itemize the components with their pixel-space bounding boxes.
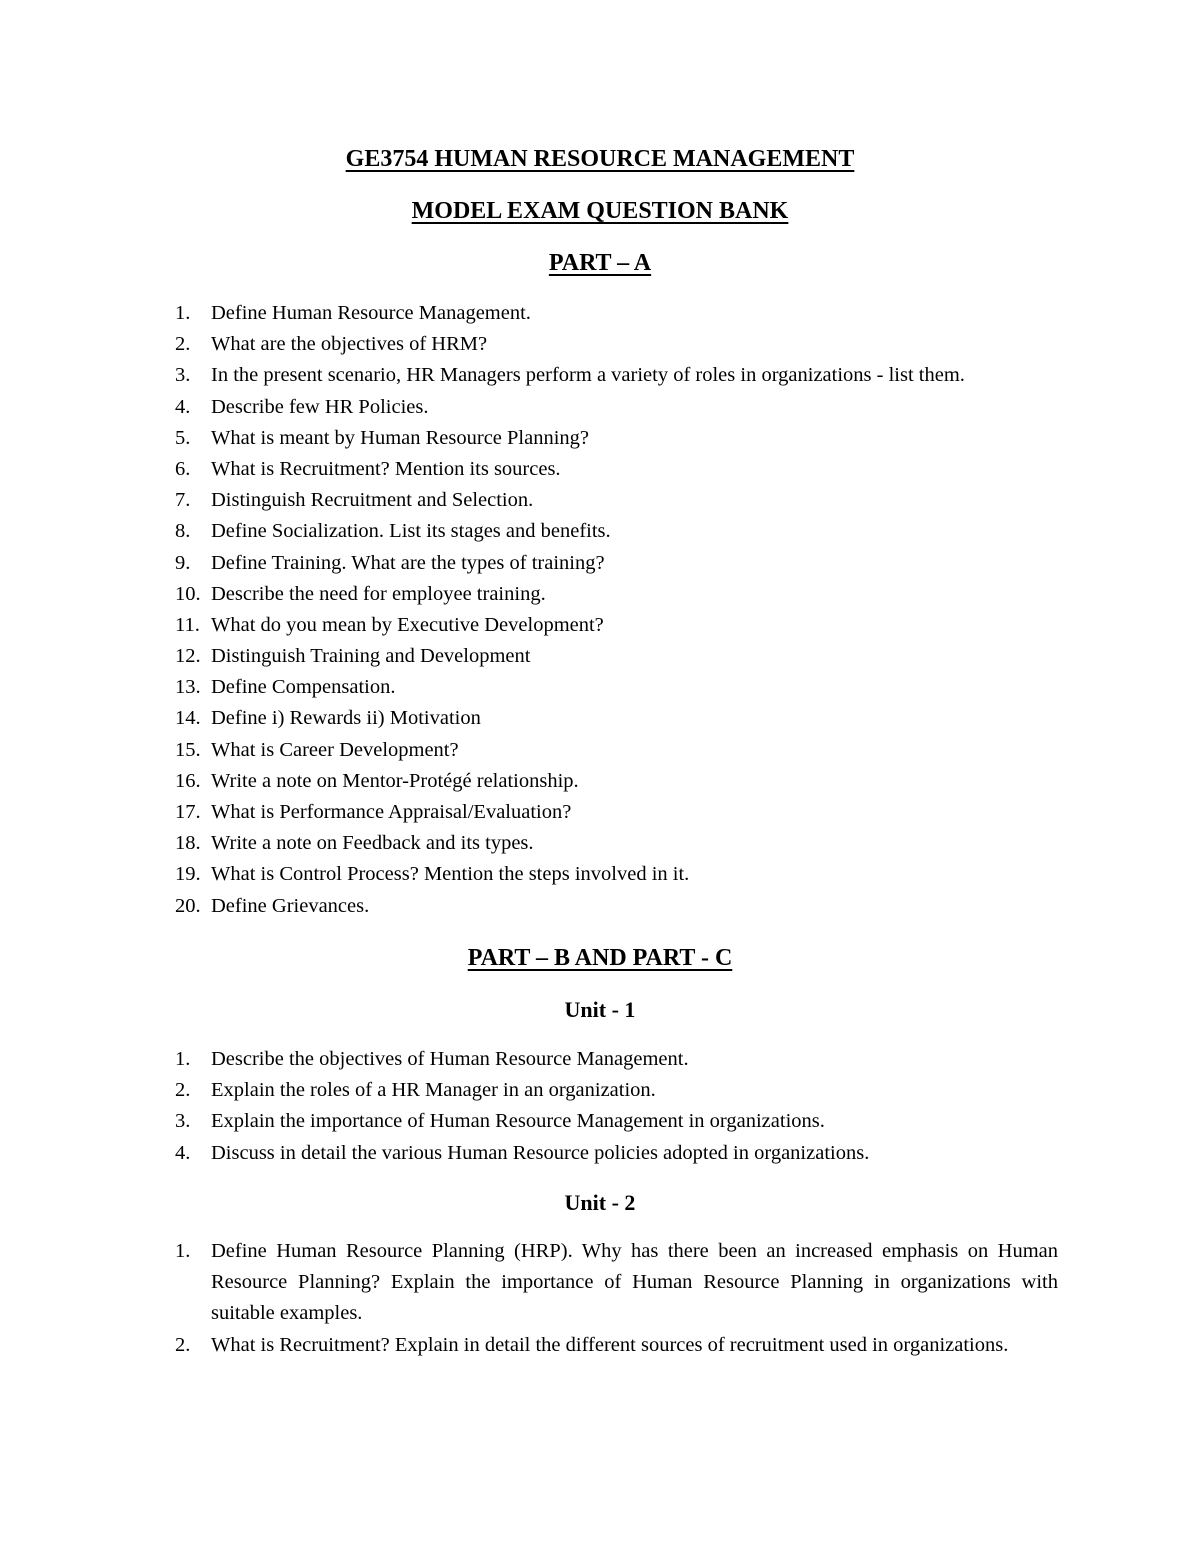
question-number: 4.: [175, 1141, 191, 1164]
question-number: 20.: [175, 894, 201, 917]
question-item: [0, 1138, 1200, 1169]
question-number: 1.: [175, 302, 191, 324]
question-item: [0, 516, 1200, 547]
question-number: 2.: [175, 1079, 191, 1102]
document-subtitle: [0, 196, 1200, 226]
question-number: 18.: [175, 832, 201, 855]
question-text: Describe few HR Policies.: [211, 395, 429, 418]
question-text: What is Recruitment? Explain in detail the different sources of recruitment used in organizations.: [211, 1334, 1009, 1356]
part-bc-heading-text: PART – B AND PART - C: [467, 945, 733, 971]
question-number: 10.: [175, 582, 201, 605]
question-number: 8.: [175, 520, 191, 543]
question-text: Explain the roles of a HR Manager in an organization.: [211, 1079, 656, 1102]
question-item: [0, 1106, 1200, 1137]
question-item: [0, 454, 1200, 485]
part-a-question-list: [0, 298, 1200, 922]
question-item: [0, 641, 1200, 672]
question-number: 2.: [175, 333, 191, 356]
question-item: [0, 360, 1200, 391]
question-text: Distinguish Training and Development: [211, 645, 531, 668]
question-number: 2.: [175, 1334, 191, 1356]
question-text: What do you mean by Executive Development?: [211, 613, 604, 636]
question-number: 9.: [175, 551, 191, 574]
part-bc-heading: [0, 943, 1200, 973]
question-item: [0, 579, 1200, 610]
question-number: 5.: [175, 426, 191, 449]
question-item: [0, 703, 1200, 734]
unit-2-heading: Unit - 2: [564, 1190, 636, 1215]
question-number: 7.: [175, 489, 191, 512]
question-item: [0, 735, 1200, 766]
question-text: Discuss in detail the various Human Resource policies adopted in organizations.: [211, 1141, 870, 1164]
part-a-heading-text: PART – A: [548, 250, 652, 276]
question-text: Define Socialization. List its stages and benefits.: [211, 520, 611, 543]
question-text: Write a note on Mentor-Protégé relationship.: [211, 769, 579, 792]
question-number: 16.: [175, 769, 201, 792]
question-text: What are the objectives of HRM?: [211, 333, 488, 356]
question-item: [0, 423, 1200, 454]
question-text: Define i) Rewards ii) Motivation: [211, 707, 481, 730]
question-item: [0, 548, 1200, 579]
question-item: [0, 298, 1200, 329]
question-item: [0, 766, 1200, 797]
question-text: In the present scenario, HR Managers perform a variety of roles in organizations - list them.: [211, 364, 965, 387]
question-text: Describe the need for employee training.: [211, 582, 546, 605]
question-number: 15.: [175, 738, 201, 761]
question-number: 19.: [175, 863, 201, 886]
question-number: 3.: [175, 1110, 191, 1133]
question-item: [0, 891, 1200, 922]
question-item: [0, 1044, 1200, 1075]
question-text: Define Human Resource Management.: [211, 302, 531, 324]
question-text: What is meant by Human Resource Planning?: [211, 426, 590, 449]
document-title: [0, 144, 1200, 174]
question-number: 1.: [175, 1048, 191, 1070]
question-number: 6.: [175, 457, 191, 480]
question-text: What is Control Process? Mention the steps involved in it.: [211, 863, 690, 886]
question-text: What is Recruitment? Mention its sources.: [211, 457, 561, 480]
question-number: 17.: [175, 801, 201, 823]
question-number: 13.: [175, 676, 201, 699]
question-number: 14.: [175, 707, 201, 730]
question-text: Define Training. What are the types of training?: [211, 551, 605, 574]
question-number: 4.: [175, 395, 191, 418]
unit-1-heading: Unit - 1: [564, 997, 636, 1022]
unit-1-question-list: [0, 1044, 1200, 1169]
question-text: What is Career Development?: [211, 738, 459, 761]
question-item: [0, 797, 1200, 828]
question-text: Distinguish Recruitment and Selection.: [211, 489, 534, 512]
question-text: Describe the objectives of Human Resource Management.: [211, 1048, 689, 1070]
question-text: Write a note on Feedback and its types.: [211, 832, 534, 855]
question-item: [0, 1075, 1200, 1106]
question-item: [0, 828, 1200, 859]
question-item: [0, 672, 1200, 703]
question-text: Explain the importance of Human Resource Management in organizations.: [211, 1110, 825, 1133]
question-text: Define Grievances.: [211, 894, 370, 917]
document-subtitle-text: MODEL EXAM QUESTION BANK: [411, 198, 789, 224]
question-text: Define Human Resource Planning (HRP). Why has there been an increased emphasis on Human Resource Planning? Explain the importance of Human Resource Planning in organizations with suitable examples.: [211, 1240, 1058, 1325]
question-item: [0, 859, 1200, 890]
question-number: 12.: [175, 645, 201, 668]
question-text: Define Compensation.: [211, 676, 396, 699]
question-number: 3.: [175, 364, 191, 387]
question-number: 11.: [175, 613, 200, 636]
question-number: 1.: [175, 1240, 191, 1262]
question-item: [0, 485, 1200, 516]
question-item: [0, 392, 1200, 423]
question-item: [0, 610, 1200, 641]
question-text: What is Performance Appraisal/Evaluation?: [211, 801, 572, 823]
part-a-heading: [0, 248, 1200, 278]
document-title-text: GE3754 HUMAN RESOURCE MANAGEMENT: [345, 146, 855, 172]
question-item: [0, 329, 1200, 360]
